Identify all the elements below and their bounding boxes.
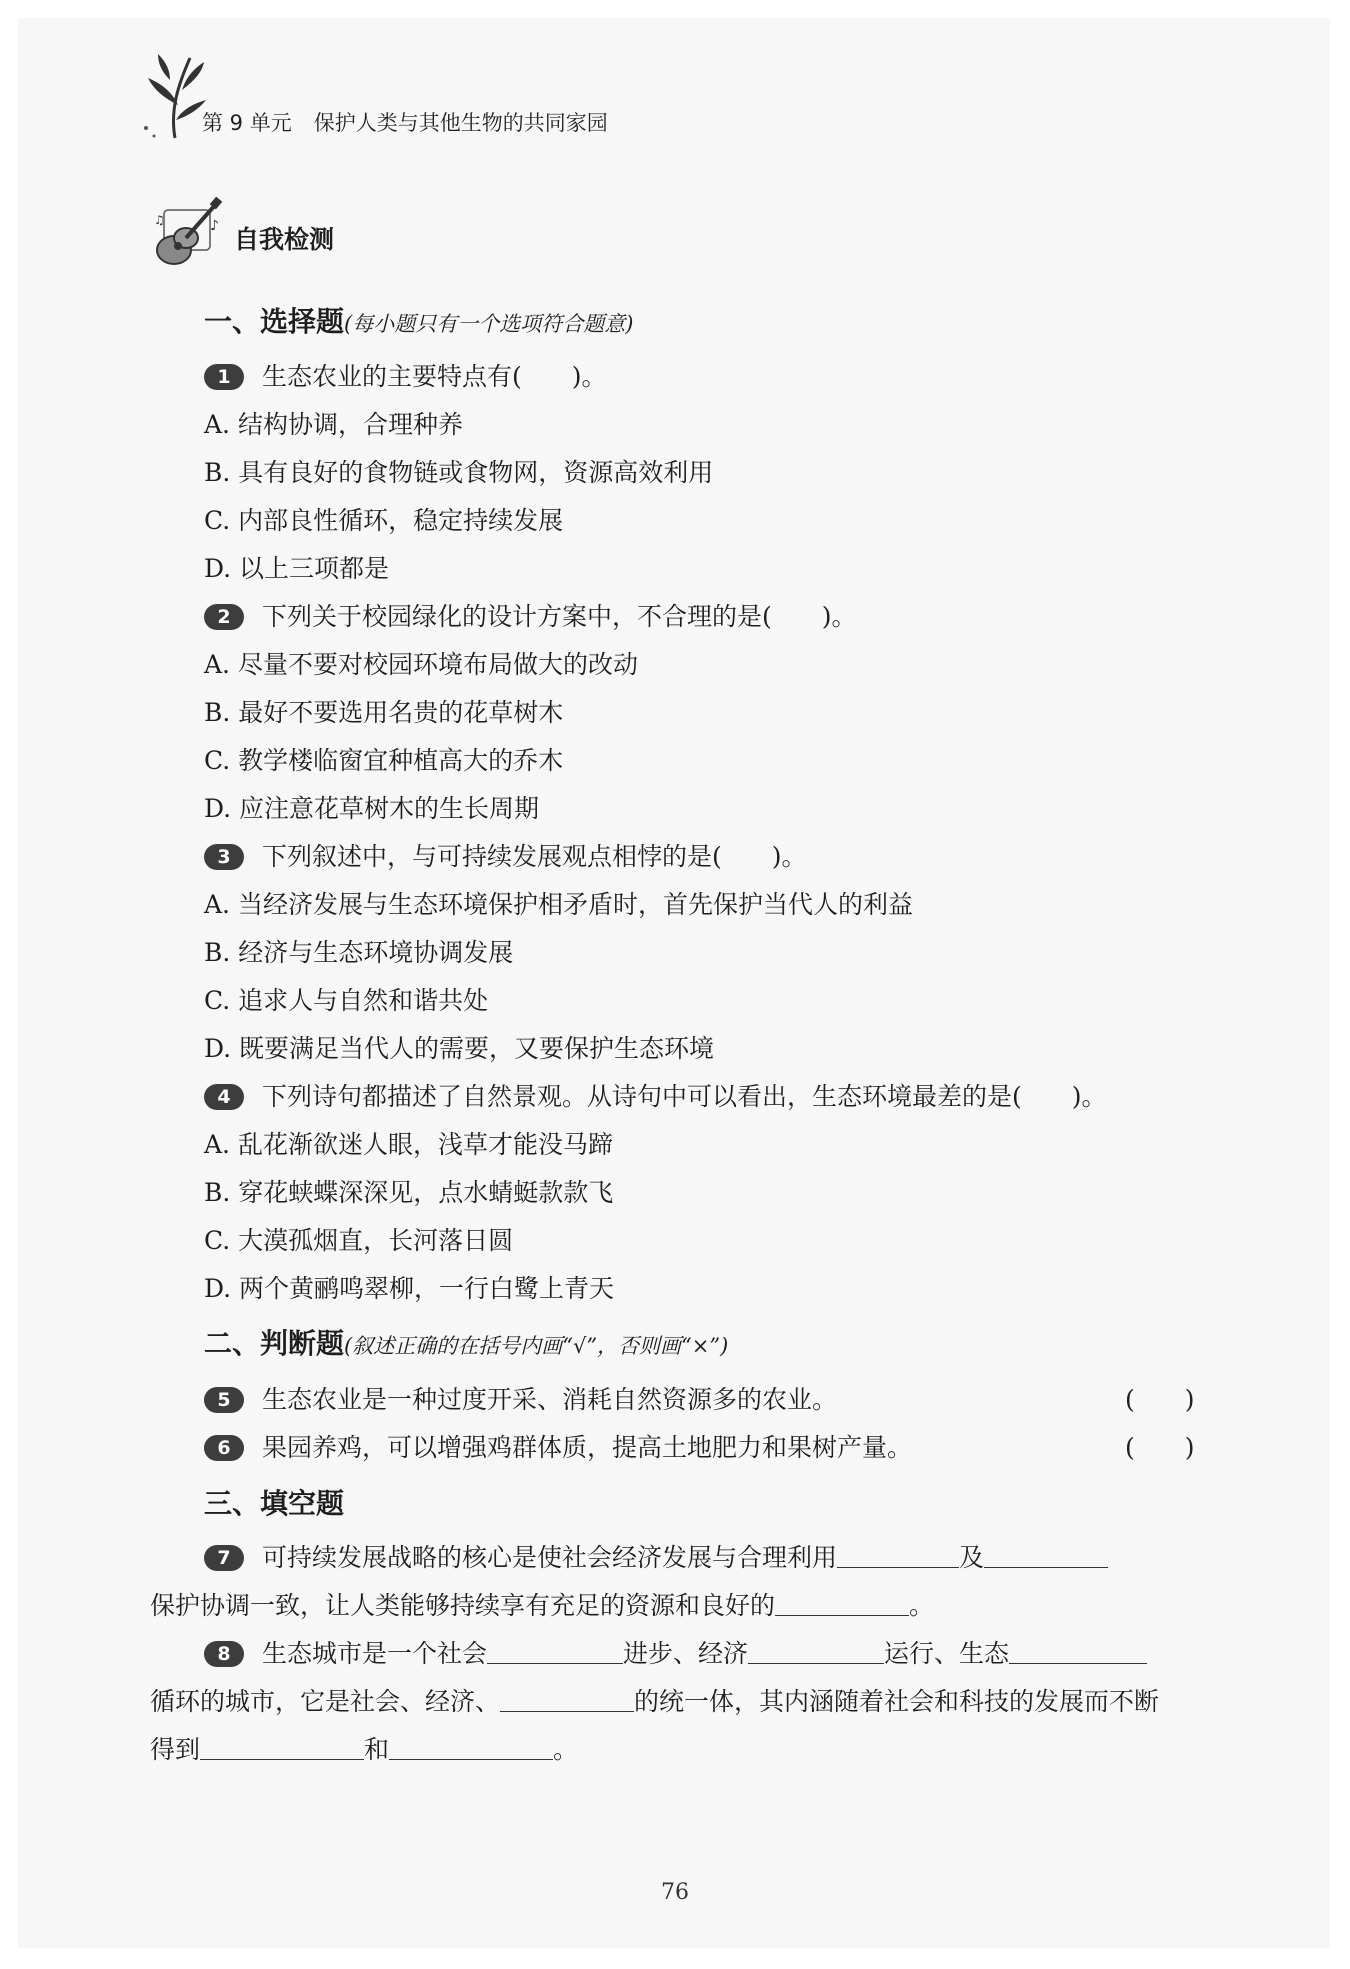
option-2d: D. 应注意花草树木的生长周期 <box>204 794 540 823</box>
fill-blank[interactable] <box>200 1737 364 1760</box>
question-number-badge: 1 <box>204 364 244 390</box>
question-text: 生态农业是一种过度开采、消耗自然资源多的农业。 <box>262 1385 838 1414</box>
option-3d: D. 既要满足当代人的需要，又要保护生态环境 <box>204 1034 715 1063</box>
part2-heading <box>204 1322 728 1362</box>
question-6 <box>204 1428 912 1464</box>
question-text: 生态农业的主要特点有( )。 <box>262 362 607 391</box>
question-text: 。 <box>909 1591 935 1620</box>
answer-bracket-5[interactable]: ( ) <box>1125 1385 1195 1414</box>
part3-heading: 三、填空题 <box>204 1487 345 1520</box>
question-4 <box>204 1077 1107 1113</box>
page-number: 76 <box>661 1880 689 1905</box>
fill-blank[interactable] <box>837 1545 959 1568</box>
option-2c: C. 教学楼临窗宜种植高大的乔木 <box>204 746 564 775</box>
question-7-line2 <box>150 1586 934 1622</box>
part2-note: (叙述正确的在括号内画“√”，否则画“×”) <box>344 1334 729 1358</box>
question-8-line2 <box>150 1682 1159 1718</box>
option-3c: C. 追求人与自然和谐共处 <box>204 986 489 1015</box>
option-4b: B. 穿花蛱蝶深深见，点水蜻蜓款款飞 <box>204 1178 614 1207</box>
answer-bracket-6[interactable]: ( ) <box>1125 1433 1195 1462</box>
question-2 <box>204 597 857 633</box>
fill-blank[interactable] <box>775 1593 909 1616</box>
option-1b: B. 具有良好的食物链或食物网，资源高效利用 <box>204 458 714 487</box>
question-text: 可持续发展战略的核心是使社会经济发展与合理利用 <box>262 1543 838 1572</box>
question-number-badge: 3 <box>204 844 244 870</box>
option-1a: A. 结构协调，合理种养 <box>204 410 463 439</box>
bamboo-leaf-icon <box>140 50 210 145</box>
fill-blank[interactable] <box>748 1641 884 1664</box>
question-text: 和 <box>364 1735 390 1764</box>
section-title: 自我检测 <box>234 225 335 254</box>
guitar-icon <box>146 194 228 272</box>
option-2b: B. 最好不要选用名贵的花草树木 <box>204 698 564 727</box>
question-text: 运行、生态 <box>884 1639 1010 1668</box>
part2-title: 二、判断题 <box>204 1327 345 1360</box>
option-2a: A. 尽量不要对校园环境布局做大的改动 <box>204 650 638 679</box>
option-4c: C. 大漠孤烟直，长河落日圆 <box>204 1226 514 1255</box>
question-number-badge: 8 <box>204 1641 244 1667</box>
question-1 <box>204 357 607 393</box>
option-1d: D. 以上三项都是 <box>204 554 390 583</box>
question-number-badge: 4 <box>204 1084 244 1110</box>
question-text: 果园养鸡，可以增强鸡群体质，提高土地肥力和果树产量。 <box>262 1433 913 1462</box>
part1-title: 一、选择题 <box>204 305 345 338</box>
question-text: 的统一体，其内涵随着社会和科技的发展而不断 <box>634 1687 1160 1716</box>
unit-header <box>202 107 608 137</box>
question-text: 下列叙述中，与可持续发展观点相悖的是( )。 <box>262 842 807 871</box>
question-text: 。 <box>553 1735 579 1764</box>
option-3a: A. 当经济发展与生态环境保护相矛盾时，首先保护当代人的利益 <box>204 890 913 919</box>
question-8-line1 <box>204 1634 1147 1670</box>
fill-blank[interactable] <box>1009 1641 1147 1664</box>
part1-note: (每小题只有一个选项符合题意) <box>344 312 634 336</box>
part1-heading <box>204 300 633 340</box>
unit-title: 保护人类与其他生物的共同家园 <box>313 111 608 135</box>
question-number-badge: 7 <box>204 1545 244 1571</box>
question-7-line1 <box>204 1538 1108 1574</box>
question-5 <box>204 1380 837 1416</box>
question-text: 进步、经济 <box>623 1639 749 1668</box>
question-number-badge: 5 <box>204 1387 244 1413</box>
fill-blank[interactable] <box>487 1641 623 1664</box>
option-1c: C. 内部良性循环，稳定持续发展 <box>204 506 564 535</box>
question-text: 循环的城市，它是社会、经济、 <box>150 1687 501 1716</box>
question-number-badge: 2 <box>204 604 244 630</box>
option-4a: A. 乱花渐欲迷人眼，浅草才能没马蹄 <box>204 1130 613 1159</box>
option-4d: D. 两个黄鹂鸣翠柳，一行白鹭上青天 <box>204 1274 615 1303</box>
question-text: 得到 <box>150 1735 201 1764</box>
svg-text:♫: ♫ <box>154 213 165 227</box>
fill-blank[interactable] <box>389 1737 553 1760</box>
unit-label: 第 9 单元 <box>202 111 292 135</box>
question-text: 及 <box>959 1543 985 1572</box>
fill-blank[interactable] <box>500 1689 634 1712</box>
question-text: 保护协调一致，让人类能够持续享有充足的资源和良好的 <box>150 1591 776 1620</box>
question-text: 下列诗句都描述了自然景观。从诗句中可以看出，生态环境最差的是( )。 <box>262 1082 1107 1111</box>
question-text: 生态城市是一个社会 <box>262 1639 488 1668</box>
option-3b: B. 经济与生态环境协调发展 <box>204 938 514 967</box>
fill-blank[interactable] <box>984 1545 1108 1568</box>
question-number-badge: 6 <box>204 1435 244 1461</box>
svg-text:♪: ♪ <box>210 218 219 234</box>
question-text: 下列关于校园绿化的设计方案中，不合理的是( )。 <box>262 602 857 631</box>
question-8-line3 <box>150 1730 578 1766</box>
question-3 <box>204 837 807 873</box>
